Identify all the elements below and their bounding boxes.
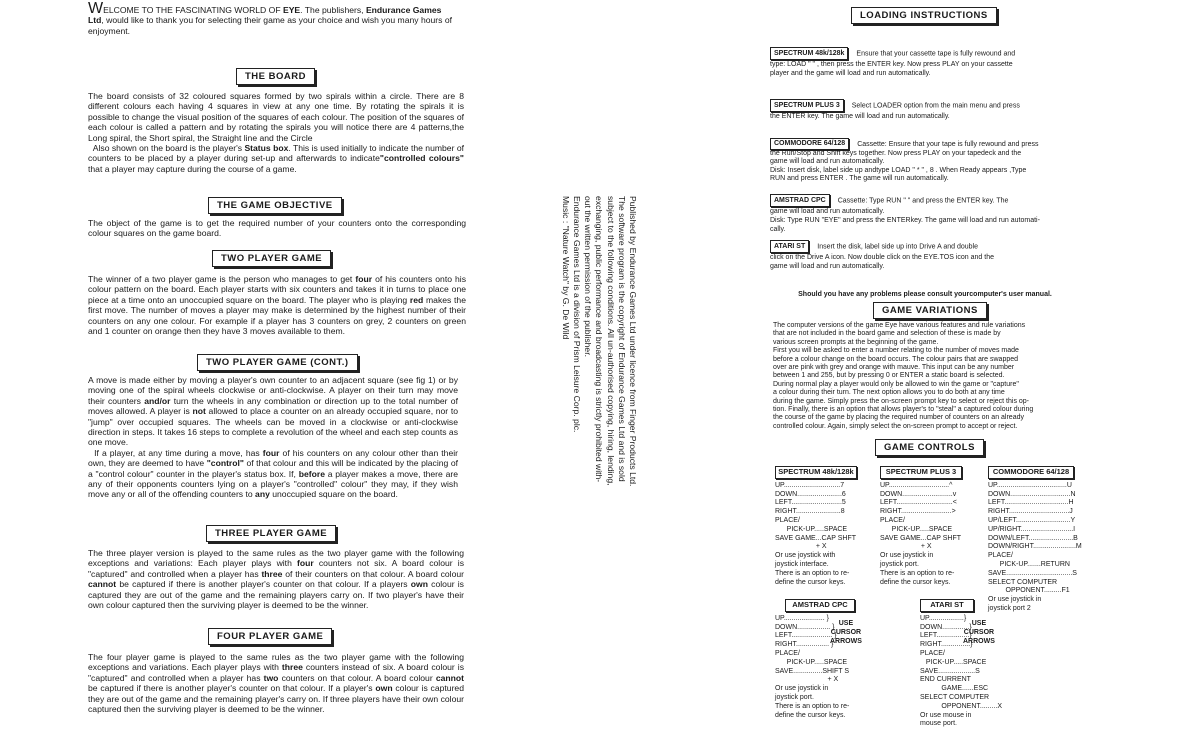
heading-the-board: THE BOARD	[236, 68, 315, 85]
heading-game-controls: GAME CONTROLS	[875, 439, 984, 456]
heading-game-objective: THE GAME OBJECTIVE	[208, 197, 342, 214]
load-spectrum3: SPECTRUM PLUS 3 Select LOADER option from the main menu and press the ENTER key. The game will load and run automatically.	[770, 99, 1070, 121]
board-text: The board consists of 32 coloured squares formed by two spirals within a circle. There are 8 different colours each having 4 squares in view at any one time. By rotating the spirals it is possible to change the visual position of the squares of each colour. The position of the squares of each colour is called a pattern and by rotating the spirals you will notice there are 4 patterns,the Long spiral, the Short spiral, the Straight line and the Circle Also shown on the board is the player's Status box. This is used initially to indicate the number of counters to be placed by a player during set-up and afterwards to indicate"controlled colours" that a player may capture during the course of a game.	[88, 91, 465, 174]
load-cpc: AMSTRAD CPC Cassette: Type RUN " " and press the ENTER key. The game will load and run automatically. Disk: Type RUN "EYE" and press the ENTERkey. The game will load and run automati- cally.	[770, 194, 1070, 234]
load-spectrum48: SPECTRUM 48k/128k Ensure that your cassette tape is fully rewound and type: LOAD " " , then press the ENTER key. Now press PLAY on your cassette player and the game will load and run automatically.	[770, 47, 1070, 78]
three-player-text: The three player version is played to the same rules as the two player game with the following exceptions and variations: Each player plays with four counters not six. A board colour is "captured" and controlled when a player has three of their counters on that colour. A board colour cannot be captured if there is another player's counter on that colour. If a players own colour is captured they are out of the game and the remaining players carry on. If two player's have their own colour captured then the surviving player is deemed to be the winner.	[88, 548, 465, 611]
controls-cpc: AMSTRAD CPC UP..................... } DOWN................. } LEFT..................... } RIGHT................. } PLACE/ PICK-UP.....SPACE SAVE...............SHIFT S + X Or use joystick in joystick port. There is an option to re- define the cursor keys.	[775, 599, 865, 720]
heading-two-player: TWO PLAYER GAME	[212, 250, 331, 267]
heading-two-player-cont: TWO PLAYER GAME (CONT.)	[197, 354, 358, 371]
atari-cursor-note: USE CURSOR ARROWS	[963, 620, 995, 645]
controls-spectrum48: SPECTRUM 48k/128k UP.............................7 DOWN.......................6 LEFT..........................5 RIGHT.......................8 PLACE/ PICK-UP.....SPACE SAVE GAME...CAP SHFT + X Or use joystick with joystick interface. There is an option to re- define the cursor keys.	[775, 467, 857, 586]
publisher-notice: Published by Endurance Games Ltd under licence from Finger Products Ltd. The software program is the copyright of Endurance Games Ltd and is sold subject to the following conditions. All un-authorised copying, hiring, lending, exchanging, public performance and broadcasting is strictly prohibited with- out the written permission of the publisher. Endurance Games Ltd is a division of Prism Leisure Corp. plc. Music : "Nature Watch" by G. De Wild	[560, 196, 638, 487]
heading-loading-instructions: LOADING INSTRUCTIONS	[851, 7, 997, 24]
problems-note: Should you have any problems please consult yourcomputer's user manual.	[798, 291, 1052, 298]
objective-text: The object of the game is to get the required number of your counters onto the corresponding colour squares on the game board.	[88, 218, 466, 239]
heading-three-player: THREE PLAYER GAME	[206, 525, 336, 542]
variations-text: The computer versions of the game Eye have various features and rule variations that are not included in the board game and selection of these is made by various screen prompts at the beginning of the game. First you will be asked to enter a number relating to the number of moves made before a colour change on the board occurs. The colour pairs that are swapped over are pink with grey and orange with mauve. This input can be any number between 1 and 255, but by pressing 0 or ENTER a static board is selected. During normal play a player would only be allowed to win the game or "capture" a colour during their turn. The next option allows you to do both at any time during the game. Simply press the on-screen prompt key to select or reject this op- tion. Finally, there is an option that allows player's to "steal" a captured colour during the course of the game by placing the required number of counters on an already controlled colour. Again, simply select the on-screen prompt to accept or reject.	[773, 322, 1034, 430]
controls-atari: ATARI ST UP..................} DOWN..............} LEFT.................} RIGHT...............} PLACE/ PICK-UP.....SPACE SAVE...................S END CURRENT GAME......ESC SELECT COMPUTER OPPONENT.........X Or use mouse in mouse port.	[920, 600, 1003, 728]
heading-four-player: FOUR PLAYER GAME	[208, 628, 332, 645]
intro-text: WELCOME TO THE FASCINATING WORLD OF EYE. The publishers, Endurance Games Ltd, would like to thank you for selecting their game as your choice and wish you many hours of enjoyment.	[88, 0, 452, 36]
two-player-cont-text: A move is made either by moving a player's own counter to an adjacent square (see fig 1) or by moving one of the spiral wheels clockwise or anti-clockwise. A player on their turn may move their counters and/or turn the wheels in any combination or direction up to the total number of moves allowed. A player is not allowed to place a counter on an already occupied square, nor to "jump" over occupied squares. The wheels can be moved in a clockwise or anti-clockwise direction in steps. It takes 16 steps to complete a revolution of the wheel and each step counts as one move. If a player, at any time during a move, has four of his counters on any colour other than their own, they are deemed to have "control" of that colour and this will be indicated by the placing of a "control colour" counter in the player's status box. If, before a player makes a move, there are any of their opponents counters lying on a player's "controlled" colour" they may, if they wish move any or all of the offending counters to any unoccupied square on the board.	[88, 375, 459, 500]
four-player-text: The four player game is played to the same rules as the two player game with the following exceptions and variations. Each player plays with three counters instead of six. A board colour is "captured" and controlled when a player has two counters on that colour. A board colour cannot be captured if there is another player's counter on that colour. If a player's own colour is captured they are out of the game and the remaining player's carry on. If three players have their own colour captured then the surviving player is deemed to be the winner.	[88, 652, 464, 715]
controls-c64: COMMODORE 64/128 UP....................................U DOWN...............................N LEFT.................................H RIGHT...............................J UP/LEFT............................Y UP/RIGHT...........................I DOWN/LEFT.......................B DOWN/RIGHT......................M PLACE/ PICK-UP.......RETURN SAVE..................................S SELECT COMPUTER OPPONENT.........F1 Or use joystick in joystick port 2	[988, 467, 1082, 612]
load-c64: COMMODORE 64/128 Cassette: Ensure that your tape is fully rewound and press the Run/Stop and Shift keys together. Now press PLAY on your tapedeck and the game will load and run automatically. Disk: Insert disk, label side up andtype LOAD " * " , 8 . When Ready appears ,Type RUN and press ENTER . The game will run automatically.	[770, 140, 1039, 182]
controls-spectrum3: SPECTRUM PLUS 3 UP...............................^ DOWN..........................v LEFT.............................< RIGHT..........................> PLACE/ PICK-UP.....SPACE SAVE GAME...CAP SHFT + X Or use joystick in joystick port. There is an option to re- define the cursor keys.	[880, 467, 962, 586]
two-player-text: The winner of a two player game is the person who manages to get four of his counters onto his colour pattern on the board. Each player starts with six counters and takes it in turns to place one piece at a time onto an unoccupied square on the board. The player who is playing red makes the first move. The number of moves a player may make is determined by the highest number of their counters on any one colour. For example if a player has 3 counters on grey, 2 counters on green and 1 counter on orange then they have 3 moves available to them.	[88, 274, 467, 337]
load-atari: ATARI ST Insert the disk, label side up into Drive A and double click on the Drive A icon. Now double click on the EYE.TOS icon and the game will load and run automatically.	[770, 240, 1070, 271]
cpc-cursor-note: USE CURSOR ARROWS	[830, 620, 862, 645]
heading-game-variations: GAME VARIATIONS	[873, 302, 987, 319]
